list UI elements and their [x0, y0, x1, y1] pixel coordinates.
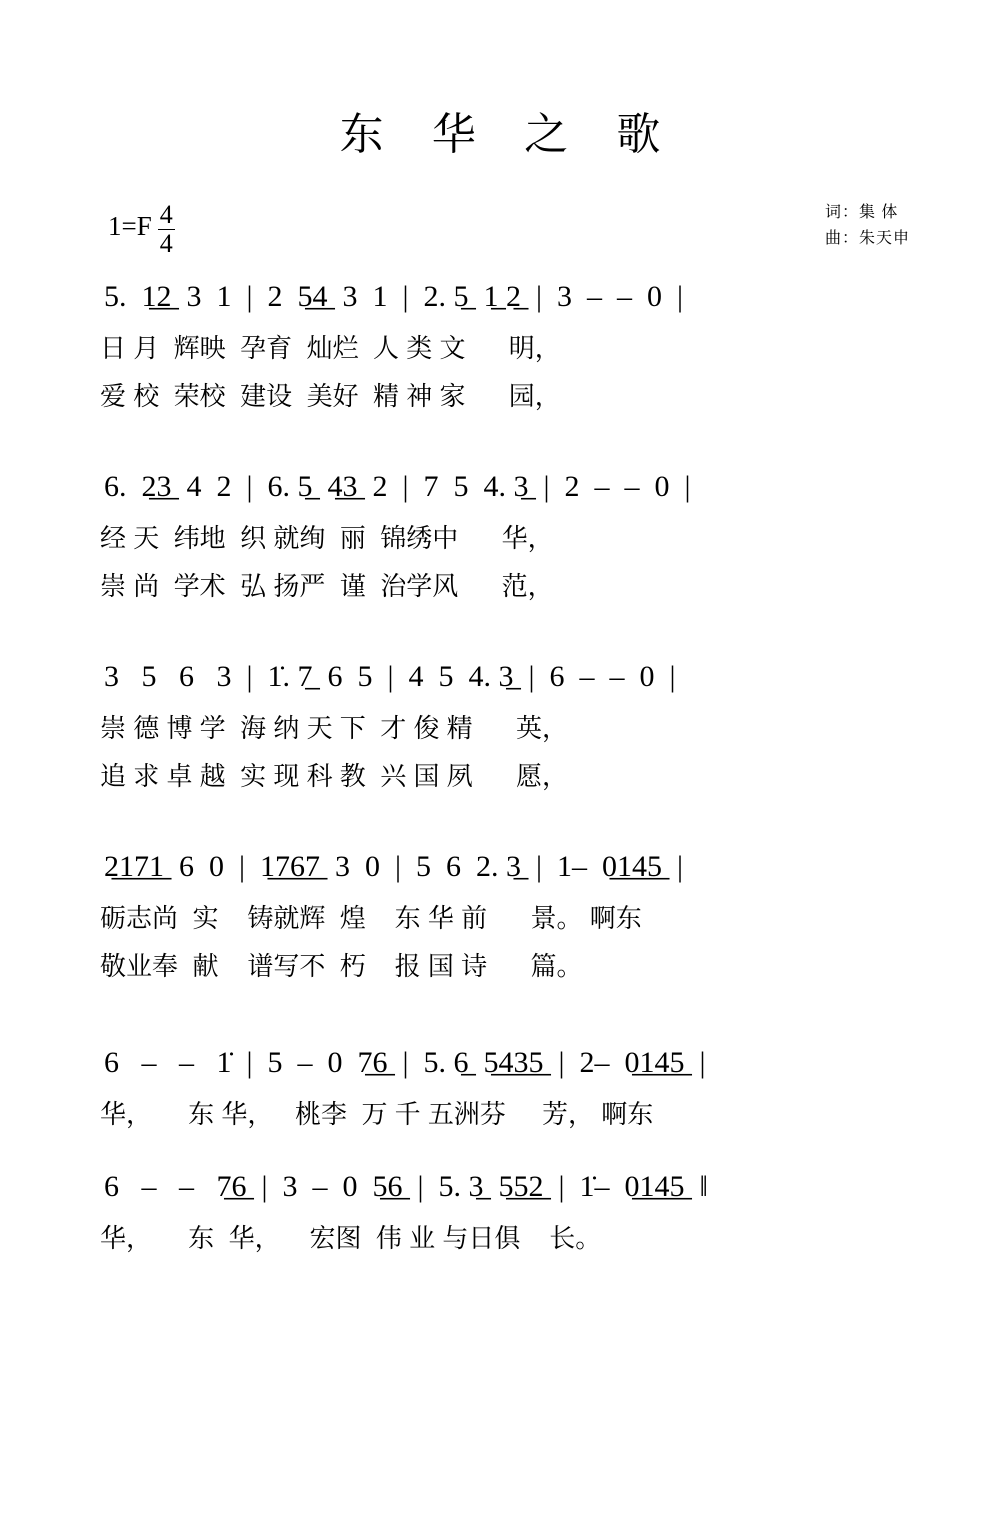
system-6 — [0, 1160, 1000, 1262]
system-1-lyric-verse-2: 爱 校 荣校 建设 美好 精 神 家 园， — [100, 381, 561, 411]
credits — [825, 200, 910, 252]
notation-systems — [0, 270, 1000, 1262]
system-2 — [0, 460, 1000, 610]
system-4-notes: 2̲1̲7̲1̲ 6 0 | 1̲7̲6̲7̲ 3 0 | 5 6 2. 3̲ | 1– 0̲1̲4̲5̲ | — [104, 850, 684, 883]
system-3-notes: 3 5 6 3 | 1̇. 7̲ 6 5 | 4 5 4. 3̲ | 6 – – 0 | — [104, 660, 676, 693]
system-spacer-1 — [0, 426, 1000, 460]
system-1 — [0, 270, 1000, 420]
system-1-notes: 5. 1̲2̲ 3 1 | 2 5̲4̲ 3 1 | 2. 5̲ 1̲ 2̲ | 3 – – 0 | — [104, 280, 684, 313]
key-and-time-signature — [108, 200, 175, 259]
system-spacer-5 — [0, 1144, 1000, 1160]
system-4-lyric-verse-1: 砺志尚 实 铸就辉 煌 东 华 前 景。 啊东 — [100, 903, 642, 933]
system-spacer-4 — [0, 996, 1000, 1036]
page-title: 东 华 之 歌 — [339, 110, 679, 159]
system-2-lyric-verse-1: 经 天 纬地 织 就绚 丽 锦绣中 华， — [100, 523, 554, 553]
system-2-notes: 6. 2̲3̲ 4 2 | 6. 5̲ 4̲3̲ 2 | 7 5 4. 3̲ | 2 – – 0 | — [104, 470, 691, 503]
system-spacer-3 — [0, 806, 1000, 840]
score-header — [0, 194, 1000, 264]
lyrics-credit: 词：集 体 — [824, 204, 899, 221]
system-3-lyric-verse-1: 崇 德 博 学 海 纳 天 下 才 俊 精 英， — [100, 713, 569, 743]
system-5-notes: 6 – – 1̇ | 5 – 0 7̲6̲ | 5. 6̲ 5̲4̲3̲5̲ | 2– 0̲1̲4̲5̲ | — [104, 1046, 706, 1079]
system-4-lyric-verse-2: 敬业奉 献 谱写不 朽 报 国 诗 篇。 — [100, 951, 583, 981]
time-signature-numerator: 4 — [159, 200, 173, 229]
sheet-music-page — [0, 98, 1000, 1513]
time-signature-denominator: 4 — [159, 229, 173, 258]
system-6-lyric-verse-1: 华， 东 华， 宏图 伟 业 与日俱 长。 — [100, 1223, 602, 1253]
time-signature — [158, 202, 175, 257]
system-5-lyric-verse-1: 华， 东 华， 桃李 万 千 五洲芬 芳， 啊东 — [100, 1099, 654, 1129]
key-signature: 1=F — [108, 211, 152, 241]
system-spacer-2 — [0, 616, 1000, 650]
system-3-lyric-verse-2: 追 求 卓 越 实 现 科 教 兴 国 夙 愿， — [100, 761, 569, 791]
system-6-notes: 6 – – 7̲6̲ | 3 – 0 5̲6̲ | 5. 3̲ 5̲5̲2̲ | 1̇– 0̲1̲4̲5̲ ‖ — [104, 1170, 708, 1203]
system-3 — [0, 650, 1000, 800]
system-5 — [0, 1036, 1000, 1138]
system-1-lyric-verse-1: 日 月 辉映 孕育 灿烂 人 类 文 明， — [100, 333, 561, 363]
system-2-lyric-verse-2: 崇 尚 学术 弘 扬严 谨 治学风 范， — [100, 571, 554, 601]
system-4 — [0, 840, 1000, 990]
music-credit: 曲：朱天申 — [824, 230, 910, 247]
